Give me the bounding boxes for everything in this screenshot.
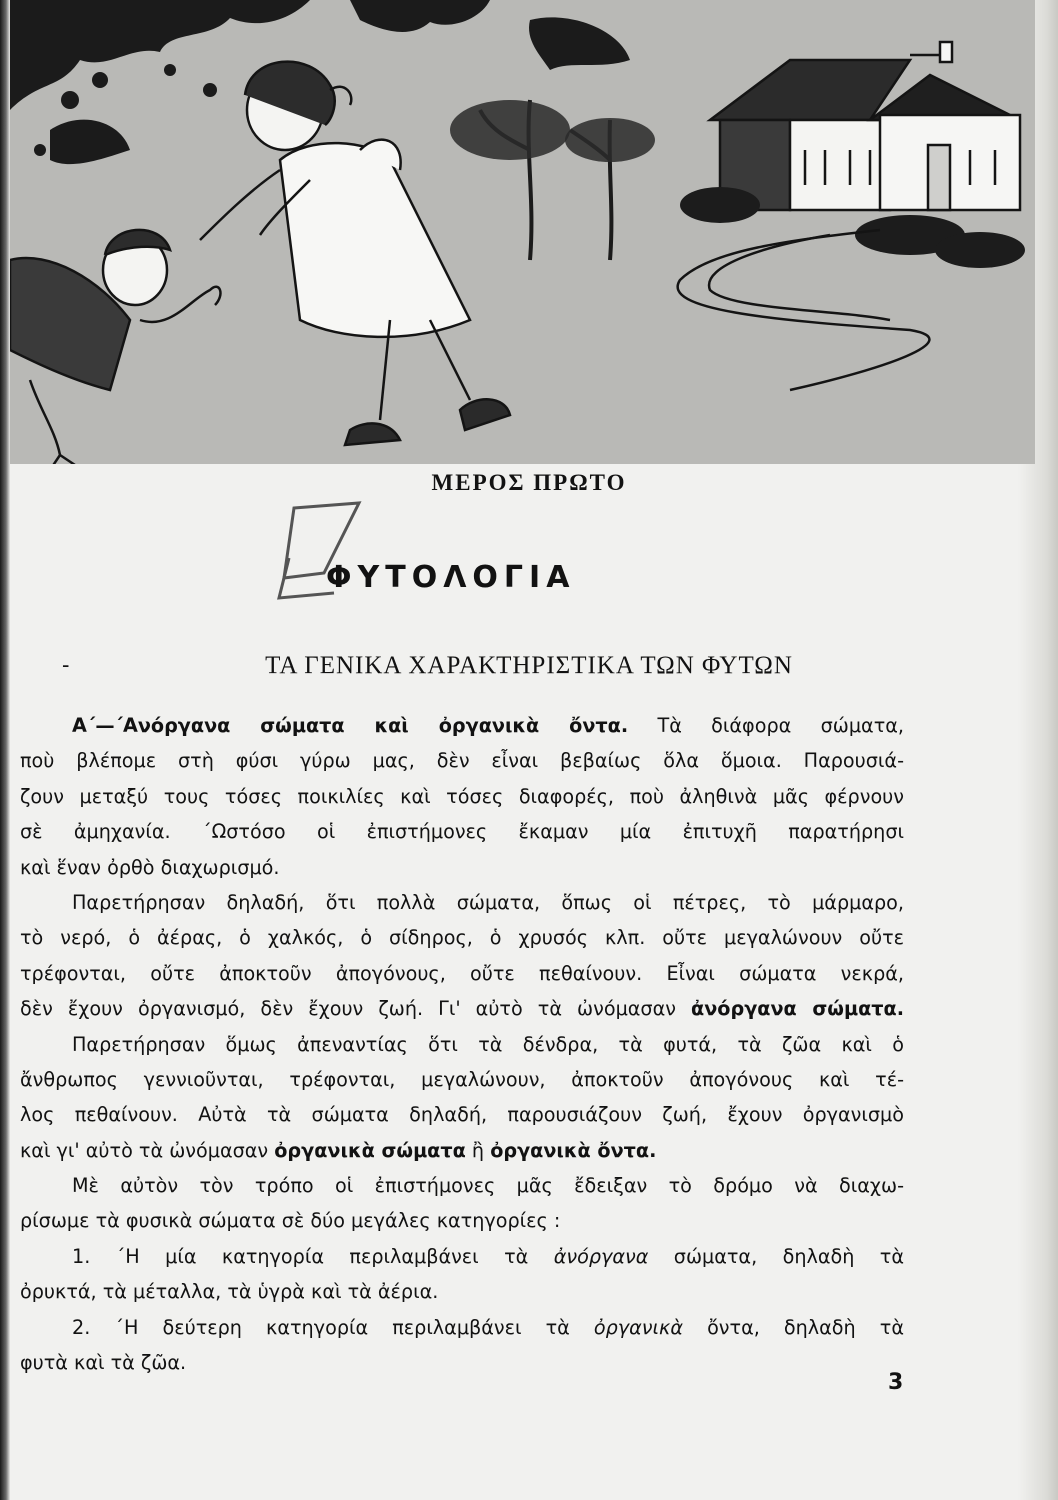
body-text — [20, 708, 904, 1380]
text-line: τὸ νερό, ὁ ἀέρας, ὁ χαλκός, ὁ σίδηρος, ὁ χρυσός κλπ. οὔτε μεγαλώνουν οὔτε — [20, 926, 904, 950]
text-line: 1. ΄Η μία κατηγορία περιλαμβάνει τὰ ἀνόργανα σώματα, δηλαδὴ τὰ — [72, 1244, 904, 1268]
text-line: δὲν ἔχουν ὀργανισμό, δὲν ἔχουν ζωή. Γι' αὐτὸ τὰ ὠνόμασαν ἀνόργανα σώματα. — [20, 997, 904, 1021]
text-line: ἄνθρωπος γεννιοῦνται, τρέφονται, μεγαλώνουν, ἀποκτοῦν ἀπογόνους καὶ τέ- — [20, 1067, 904, 1091]
text-line: ὀρυκτά, τὰ μέταλλα, τὰ ὑγρὰ καὶ τὰ ἀέρια. — [20, 1280, 439, 1304]
text-line: ποὺ βλέπομε στὴ φύσι γύρω μας, δὲν εἶναι βεβαίως ὅλα ὅμοια. Παρουσιά- — [20, 749, 904, 773]
text-line: Παρετήρησαν ὅμως ἀπεναντίας ὅτι τὰ δένδρα, τὰ φυτά, τὰ ζῶα καὶ ὁ — [72, 1032, 904, 1056]
text-line: ρίσωμε τὰ φυσικὰ σώματα σὲ δύο μεγάλες κατηγορίες : — [20, 1209, 561, 1233]
text-line: Μὲ αὐτὸν τὸν τρόπο οἱ ἐπιστήμονες μᾶς ἔδειξαν τὸ δρόμο νὰ διαχω- — [72, 1174, 904, 1198]
book-spine-shadow — [0, 0, 10, 1500]
text-line: λος πεθαίνουν. Αὐτὰ τὰ σώματα δηλαδή, παρουσιάζουν ζωή, ἔχουν ὀργανισμὸ — [20, 1103, 904, 1127]
text-line: Α΄—΄Ανόργανα σώματα καὶ ὀργανικὰ ὄντα. Τὰ διάφορα σώματα, — [72, 714, 904, 737]
page-number: 3 — [888, 1370, 904, 1395]
part-heading: ΜΕΡΟΣ ΠΡΩΤΟ — [431, 470, 627, 495]
text-line: ζουν μεταξύ τους τόσες ποικιλίες καὶ τόσες διαφορές, ποὺ ἀληθινὰ μᾶς φέρνουν — [20, 784, 904, 808]
text-line: καὶ ἕναν ὀρθὸ διαχωρισμό. — [20, 855, 280, 879]
text-line: 2. ΄Η δεύτερη κατηγορία περιλαμβάνει τὰ ὀργανικὰ ὄντα, δηλαδὴ τὰ — [72, 1315, 904, 1339]
text-line: φυτὰ καὶ τὰ ζῶα. — [20, 1351, 187, 1375]
children-garden-illustration — [10, 0, 1035, 464]
subtitle-dash: - — [62, 653, 70, 678]
text-line: τρέφονται, οὔτε ἀποκτοῦν ἀπογόνους, οὔτε πεθαίνουν. Εἶναι σώματα νεκρά, — [20, 961, 904, 985]
section-title: ΦΥΤΟΛΟΓΙΑ — [326, 560, 576, 595]
text-line: σὲ ἀμηχανία. ΄Ωστόσο οἱ ἐπιστήμονες ἔκαμαν μία ἐπιτυχῆ παρατήρησι — [20, 820, 904, 844]
text-line: καὶ γι' αὐτὸ τὰ ὠνόμασαν ὀργανικὰ σώματα ἢ ὀργανικὰ ὄντα. — [20, 1138, 657, 1162]
subtitle: ΤΑ ΓΕΝΙΚΑ ΧΑΡΑΚΤΗΡΙΣΤΙΚΑ ΤΩΝ ΦΥΤΩΝ — [265, 652, 793, 679]
text-line: Παρετήρησαν δηλαδή, ὅτι πολλὰ σώματα, ὅπως οἱ πέτρες, τὸ μάρμαρο, — [72, 890, 904, 914]
